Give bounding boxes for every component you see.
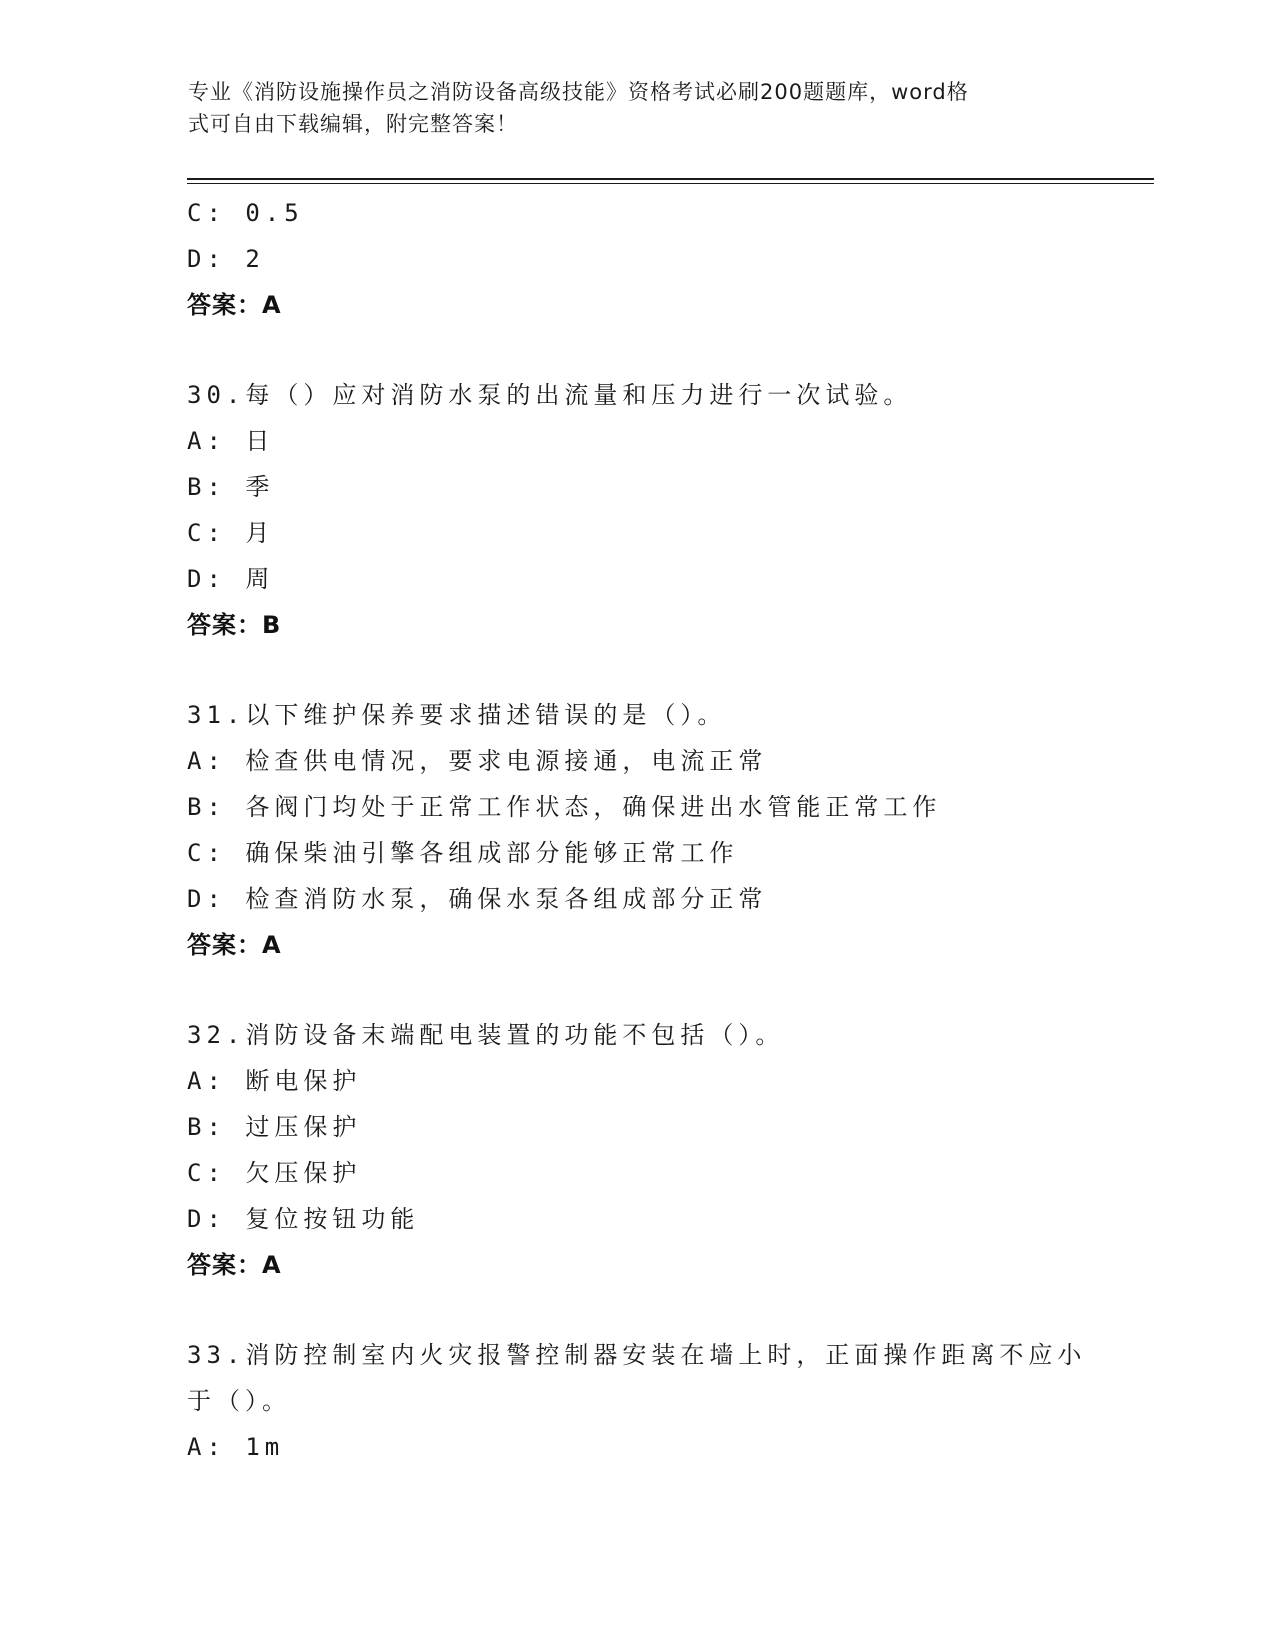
question-30-option-d: D: 周: [187, 565, 275, 593]
question-33-option-a: A: 1m: [187, 1433, 285, 1461]
question-32-option-d: D: 复位按钮功能: [187, 1205, 420, 1233]
question-33-stem-line-1: 33.消防控制室内火灾报警控制器安装在墙上时，正面操作距离不应小: [187, 1341, 1087, 1369]
question-32-stem: 32.消防设备末端配电装置的功能不包括（）。: [187, 1021, 785, 1049]
question-30-option-a: A: 日: [187, 427, 275, 455]
question-32-answer: 答案：A: [187, 1251, 282, 1279]
question-32-option-c: C: 欠压保护: [187, 1159, 362, 1187]
question-31-stem: 31.以下维护保养要求描述错误的是（）。: [187, 701, 727, 729]
header-divider-thin: [187, 183, 1154, 184]
question-30-option-b: B: 季: [187, 473, 275, 501]
question-31-answer: 答案：A: [187, 931, 282, 959]
header-divider-thick: [187, 178, 1154, 180]
question-33-stem-line-2: 于（）。: [187, 1387, 291, 1415]
header-line-1: 专业《消防设施操作员之消防设备高级技能》资格考试必刷200题题库，word格: [188, 80, 969, 104]
question-30-answer: 答案：B: [187, 611, 282, 639]
question-30-stem: 30.每（）应对消防水泵的出流量和压力进行一次试验。: [187, 381, 913, 409]
question-31-option-b: B: 各阀门均处于正常工作状态，确保进出水管能正常工作: [187, 793, 942, 821]
header-line-2: 式可自由下载编辑，附完整答案！: [188, 112, 518, 136]
prev-answer: 答案：A: [187, 291, 282, 319]
question-32-option-b: B: 过压保护: [187, 1113, 362, 1141]
question-31-option-d: D: 检查消防水泵，确保水泵各组成部分正常: [187, 885, 768, 913]
question-32-option-a: A: 断电保护: [187, 1067, 362, 1095]
prev-option-d: D: 2: [187, 245, 265, 273]
question-content: [187, 190, 1087, 1470]
document-header: [188, 76, 1068, 140]
question-30-option-c: C: 月: [187, 519, 275, 547]
question-31-option-c: C: 确保柴油引擎各组成部分能够正常工作: [187, 839, 739, 867]
question-31-option-a: A: 检查供电情况，要求电源接通，电流正常: [187, 747, 768, 775]
prev-option-c: C: 0.5: [187, 199, 304, 227]
